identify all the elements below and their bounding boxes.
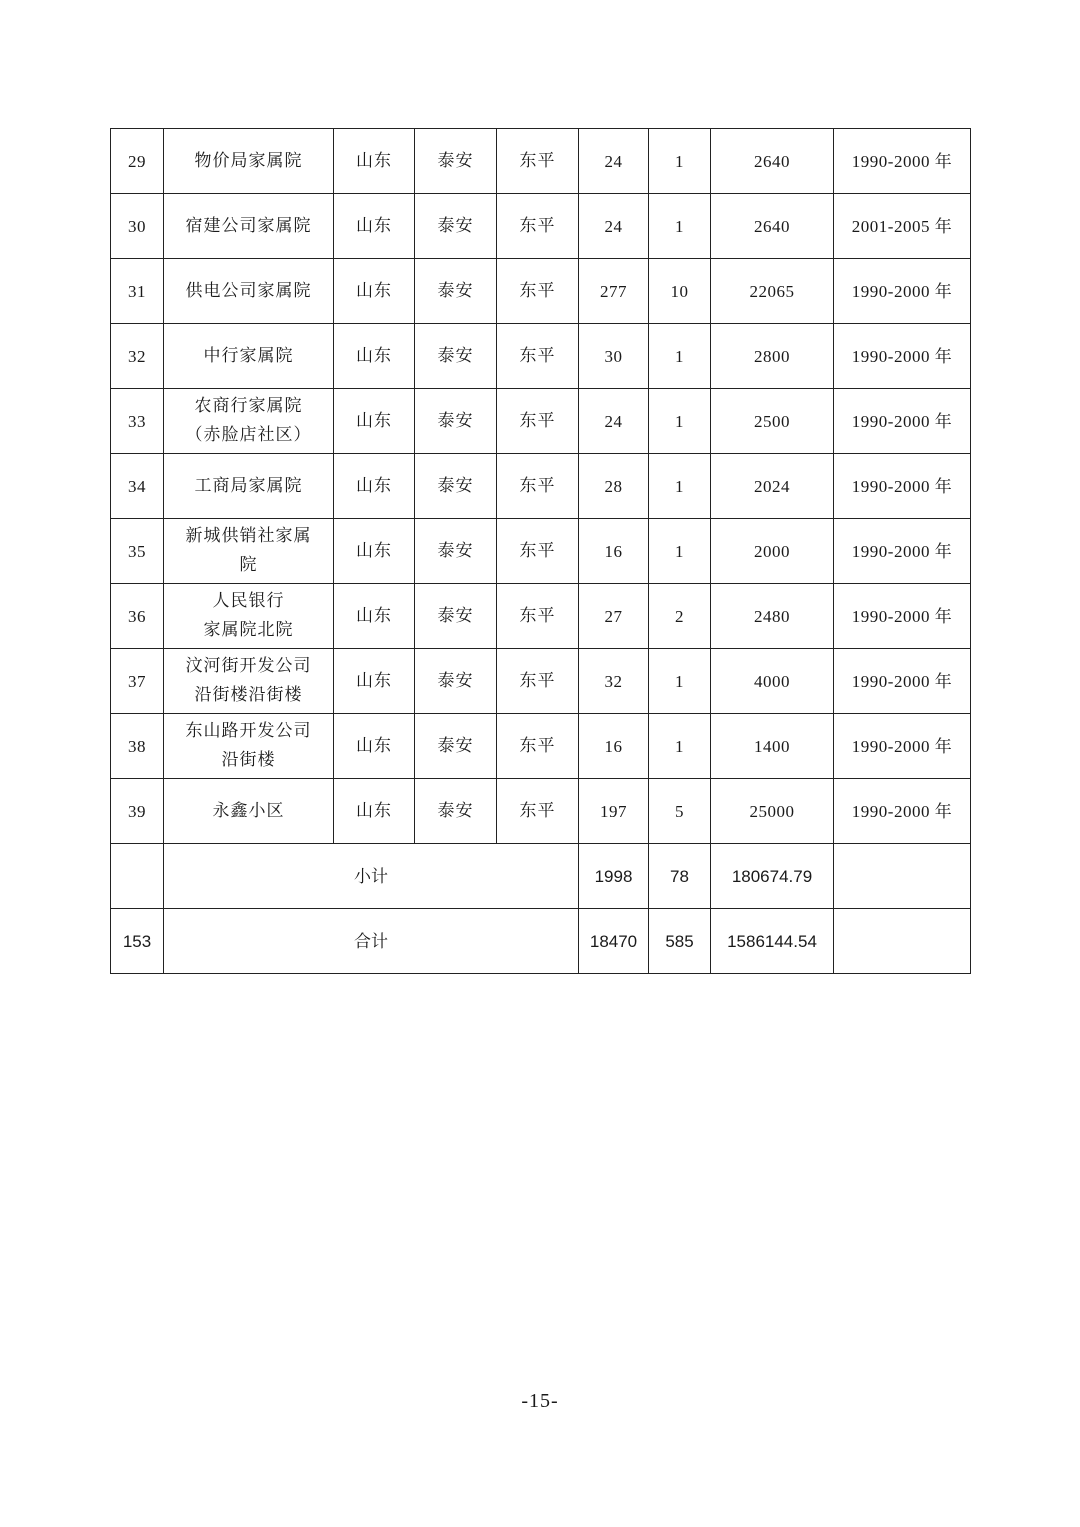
- community-name-line: 供电公司家属院: [185, 280, 312, 301]
- buildings-cell: 1: [649, 194, 711, 259]
- period-cell: 1990-2000 年: [834, 454, 971, 519]
- city-cell: 泰安: [415, 584, 497, 649]
- city-cell: 泰安: [415, 714, 497, 779]
- total-row-households-cell: 18470: [579, 909, 649, 974]
- city-cell: 泰安: [415, 259, 497, 324]
- community-name-line: 工商局家属院: [194, 475, 303, 496]
- table-row: [111, 649, 971, 714]
- row-number-cell: 39: [111, 779, 164, 844]
- province-cell: 山东: [334, 129, 415, 194]
- area-cell: 1400: [711, 714, 834, 779]
- community-name-cell: [164, 194, 334, 259]
- community-name-cell: [164, 389, 334, 454]
- households-cell: 28: [579, 454, 649, 519]
- subtotal-row: [111, 844, 971, 909]
- area-cell: 2000: [711, 519, 834, 584]
- community-name-cell: [164, 519, 334, 584]
- row-number-cell: 37: [111, 649, 164, 714]
- period-cell: 1990-2000 年: [834, 519, 971, 584]
- area-cell: 22065: [711, 259, 834, 324]
- period-cell: 1990-2000 年: [834, 324, 971, 389]
- province-cell: 山东: [334, 194, 415, 259]
- community-name-line: 沿街楼沿街楼: [194, 685, 303, 705]
- community-name-cell: [164, 259, 334, 324]
- city-cell: 泰安: [415, 779, 497, 844]
- period-cell: 2001-2005 年: [834, 194, 971, 259]
- county-cell: 东平: [497, 324, 579, 389]
- province-cell: 山东: [334, 454, 415, 519]
- province-cell: 山东: [334, 519, 415, 584]
- subtotal-row-area-cell: 180674.79: [711, 844, 834, 909]
- community-name-line: 农商行家属院: [194, 396, 303, 416]
- households-cell: 32: [579, 649, 649, 714]
- province-cell: 山东: [334, 324, 415, 389]
- city-cell: 泰安: [415, 129, 497, 194]
- community-name-line: 宿建公司家属院: [185, 215, 312, 236]
- area-cell: 2800: [711, 324, 834, 389]
- total-row-period-cell: [834, 909, 971, 974]
- community-name-cell: [164, 779, 334, 844]
- table-row: [111, 779, 971, 844]
- county-cell: 东平: [497, 129, 579, 194]
- community-name-line: （赤脸店社区）: [185, 425, 312, 445]
- row-number-cell: 33: [111, 389, 164, 454]
- buildings-cell: 1: [649, 649, 711, 714]
- period-cell: 1990-2000 年: [834, 779, 971, 844]
- community-name-cell: [164, 584, 334, 649]
- buildings-cell: 1: [649, 389, 711, 454]
- county-cell: 东平: [497, 584, 579, 649]
- row-number-cell: 32: [111, 324, 164, 389]
- city-cell: 泰安: [415, 194, 497, 259]
- subtotal-row-number-cell: [111, 844, 164, 909]
- county-cell: 东平: [497, 519, 579, 584]
- city-cell: 泰安: [415, 649, 497, 714]
- table-row: [111, 324, 971, 389]
- households-cell: 277: [579, 259, 649, 324]
- county-cell: 东平: [497, 454, 579, 519]
- area-cell: 2640: [711, 129, 834, 194]
- table-row: [111, 714, 971, 779]
- table-row: [111, 194, 971, 259]
- community-name-line: 新城供销社家属: [185, 526, 312, 546]
- page-number: -15-: [521, 1390, 559, 1412]
- area-cell: 4000: [711, 649, 834, 714]
- buildings-cell: 1: [649, 324, 711, 389]
- period-cell: 1990-2000 年: [834, 129, 971, 194]
- buildings-cell: 1: [649, 519, 711, 584]
- community-name-cell: [164, 649, 334, 714]
- community-name-line: 家属院北院: [203, 620, 294, 640]
- city-cell: 泰安: [415, 324, 497, 389]
- households-cell: 30: [579, 324, 649, 389]
- buildings-cell: 1: [649, 129, 711, 194]
- period-cell: 1990-2000 年: [834, 584, 971, 649]
- households-cell: 27: [579, 584, 649, 649]
- total-row-area-cell: 1586144.54: [711, 909, 834, 974]
- row-number-cell: 29: [111, 129, 164, 194]
- county-cell: 东平: [497, 389, 579, 454]
- county-cell: 东平: [497, 779, 579, 844]
- households-cell: 16: [579, 519, 649, 584]
- households-cell: 24: [579, 389, 649, 454]
- province-cell: 山东: [334, 779, 415, 844]
- period-cell: 1990-2000 年: [834, 649, 971, 714]
- subtotal-row-label-cell: 小计: [164, 844, 579, 909]
- province-cell: 山东: [334, 389, 415, 454]
- province-cell: 山东: [334, 714, 415, 779]
- province-cell: 山东: [334, 584, 415, 649]
- community-name-line: 永鑫小区: [212, 800, 285, 821]
- county-cell: 东平: [497, 259, 579, 324]
- community-name-cell: [164, 129, 334, 194]
- buildings-cell: 10: [649, 259, 711, 324]
- table-body: [111, 129, 971, 974]
- table-row: [111, 129, 971, 194]
- buildings-cell: 2: [649, 584, 711, 649]
- community-name-cell: [164, 714, 334, 779]
- table-row: [111, 259, 971, 324]
- table-row: [111, 584, 971, 649]
- row-number-cell: 34: [111, 454, 164, 519]
- buildings-cell: 5: [649, 779, 711, 844]
- province-cell: 山东: [334, 649, 415, 714]
- area-cell: 2024: [711, 454, 834, 519]
- subtotal-row-period-cell: [834, 844, 971, 909]
- period-cell: 1990-2000 年: [834, 714, 971, 779]
- total-row-number-cell: 153: [111, 909, 164, 974]
- community-name-line: 院: [239, 555, 258, 575]
- community-name-line: 人民银行: [212, 591, 285, 611]
- subtotal-row-households-cell: 1998: [579, 844, 649, 909]
- table-row: [111, 454, 971, 519]
- county-cell: 东平: [497, 194, 579, 259]
- county-cell: 东平: [497, 714, 579, 779]
- area-cell: 2480: [711, 584, 834, 649]
- table-row: [111, 519, 971, 584]
- county-cell: 东平: [497, 649, 579, 714]
- households-cell: 24: [579, 129, 649, 194]
- households-cell: 16: [579, 714, 649, 779]
- households-cell: 197: [579, 779, 649, 844]
- total-row: [111, 909, 971, 974]
- row-number-cell: 36: [111, 584, 164, 649]
- area-cell: 25000: [711, 779, 834, 844]
- row-number-cell: 38: [111, 714, 164, 779]
- province-cell: 山东: [334, 259, 415, 324]
- table-row: [111, 389, 971, 454]
- period-cell: 1990-2000 年: [834, 259, 971, 324]
- community-name-cell: [164, 454, 334, 519]
- total-row-label-cell: 合计: [164, 909, 579, 974]
- community-name-line: 汶河街开发公司: [185, 656, 312, 676]
- total-row-buildings-cell: 585: [649, 909, 711, 974]
- housing-table: [110, 128, 971, 974]
- buildings-cell: 1: [649, 714, 711, 779]
- community-name-line: 中行家属院: [203, 345, 294, 366]
- community-name-line: 东山路开发公司: [185, 721, 312, 741]
- row-number-cell: 31: [111, 259, 164, 324]
- area-cell: 2640: [711, 194, 834, 259]
- city-cell: 泰安: [415, 389, 497, 454]
- subtotal-row-buildings-cell: 78: [649, 844, 711, 909]
- area-cell: 2500: [711, 389, 834, 454]
- buildings-cell: 1: [649, 454, 711, 519]
- households-cell: 24: [579, 194, 649, 259]
- row-number-cell: 35: [111, 519, 164, 584]
- period-cell: 1990-2000 年: [834, 389, 971, 454]
- row-number-cell: 30: [111, 194, 164, 259]
- city-cell: 泰安: [415, 519, 497, 584]
- community-name-line: 物价局家属院: [194, 150, 303, 171]
- city-cell: 泰安: [415, 454, 497, 519]
- community-name-line: 沿街楼: [221, 750, 276, 770]
- community-name-cell: [164, 324, 334, 389]
